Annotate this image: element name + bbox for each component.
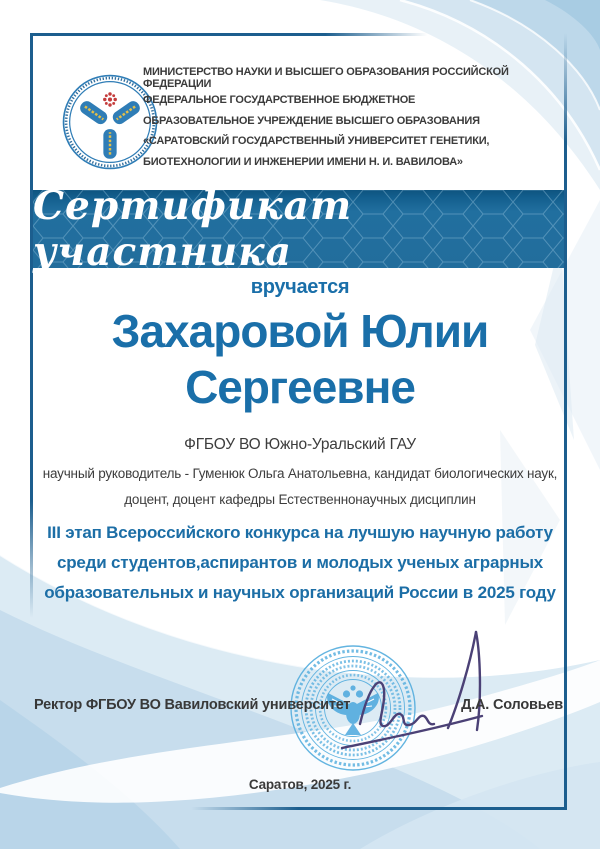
university-line-1: ФЕДЕРАЛЬНОЕ ГОСУДАРСТВЕННОЕ БЮДЖЕТНОЕ — [143, 94, 416, 106]
university-name-block — [143, 90, 567, 172]
rector-signature-icon — [330, 618, 520, 768]
recipient-affiliation: ФГБОУ ВО Южно-Уральский ГАУ — [184, 436, 416, 453]
signer-title: Ректор ФГБОУ ВО Вавиловский университет — [34, 697, 351, 713]
event-line-2: среди студентов,аспирантов и молодых ученых аграрных — [56, 553, 544, 572]
recipient-name — [0, 303, 600, 415]
signature-row — [34, 697, 563, 713]
supervisor-line-1: научный руководитель - Гуменюк Ольга Анатольевна, кандидат биологических наук, — [42, 466, 558, 481]
event-line-3: образовательных и научных организаций России в 2025 году — [44, 583, 556, 602]
event-line-1: III этап Всероссийского конкурса на лучшую научную работу — [47, 523, 553, 542]
certificate-title: Сертификат участника — [33, 183, 353, 275]
supervisor-line-2: доцент, доцент кафедры Естественнонаучных дисциплин — [124, 492, 476, 507]
recipient-name-line-1: Захаровой Юлии — [111, 305, 489, 357]
university-line-3: «САРАТОВСКИЙ ГОСУДАРСТВЕННЫЙ УНИВЕРСИТЕТ ГЕНЕТИКИ, — [143, 135, 490, 147]
university-line-4: БИОТЕХНОЛОГИИ И ИНЖЕНЕРИИ ИМЕНИ Н. И. ВАВИЛОВА» — [143, 155, 463, 168]
event-description — [0, 518, 600, 608]
recipient-name-line-2: Сергеевне — [185, 361, 415, 413]
presented-label: вручается — [250, 276, 350, 298]
place-date: Саратов, 2025 г. — [248, 777, 352, 792]
ministry-line: МИНИСТЕРСТВО НАУКИ И ВЫСШЕГО ОБРАЗОВАНИЯ РОССИЙСКОЙ ФЕДЕРАЦИИ — [143, 66, 509, 90]
signer-name: Д.А. Соловьев — [461, 697, 563, 713]
certificate-title-banner — [33, 183, 564, 275]
university-line-2: ОБРАЗОВАТЕЛЬНОЕ УЧРЕЖДЕНИЕ ВЫСШЕГО ОБРАЗОВАНИЯ — [143, 114, 480, 127]
